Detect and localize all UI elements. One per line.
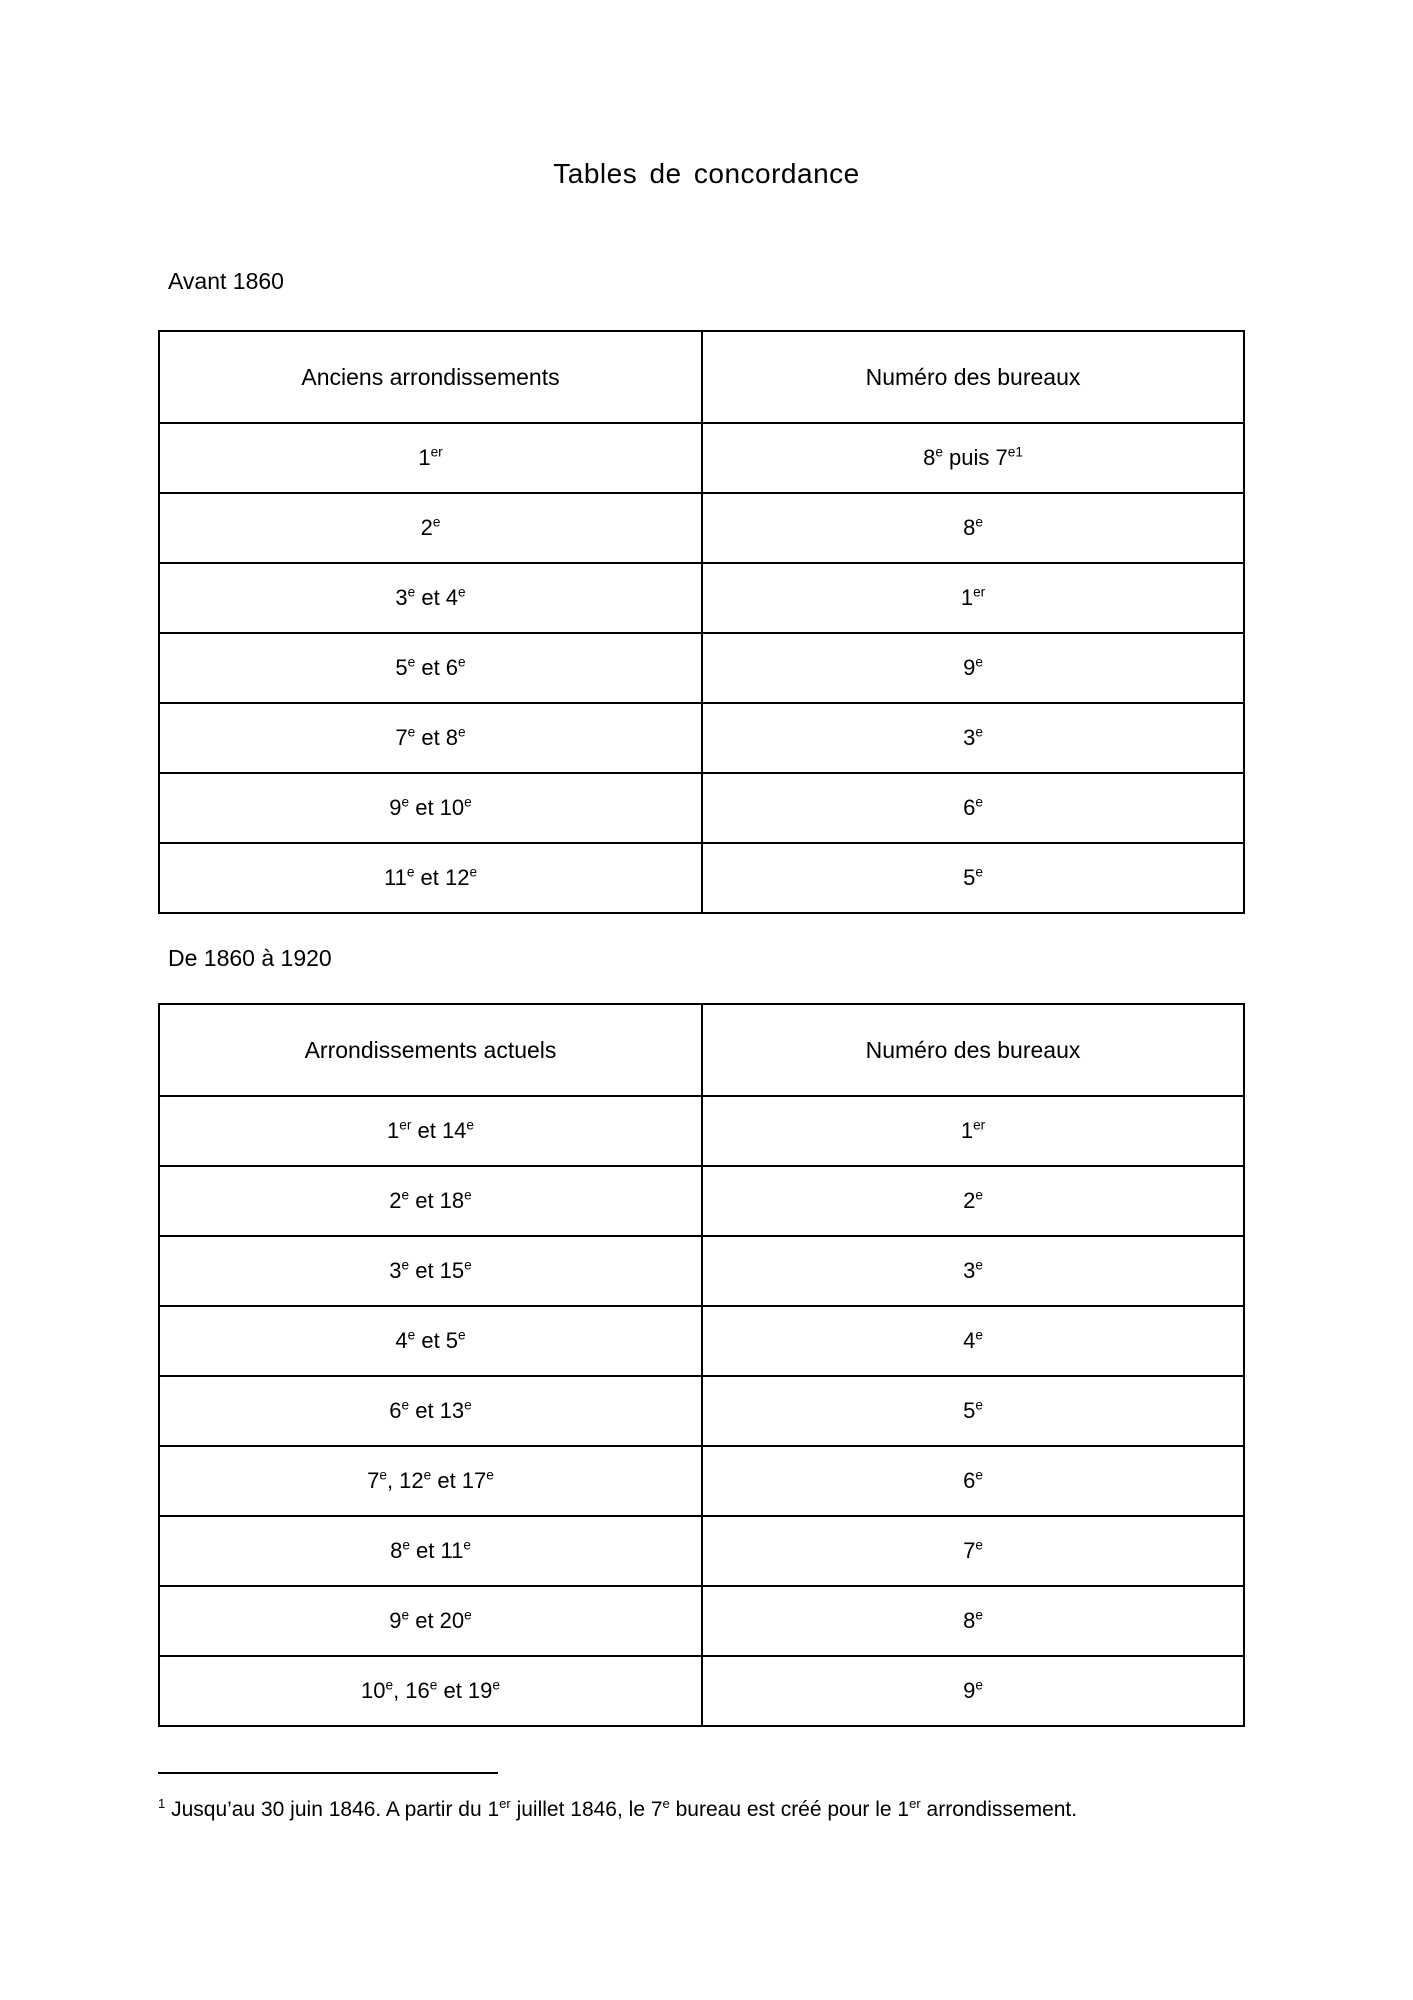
table-row [159, 1376, 1244, 1446]
cell-bureau: 9e [702, 1656, 1244, 1726]
table-avant-1860 [158, 330, 1245, 914]
table-row [159, 1446, 1244, 1516]
table-row [159, 773, 1244, 843]
column-header-anciens-arrondissements: Anciens arrondissements [159, 331, 702, 423]
cell-bureau: 1er [702, 563, 1244, 633]
footnote-text: Jusqu’au 30 juin 1846. A partir du 1er juillet 1846, le 7e bureau est créé pour le 1er arrondissement. [171, 1796, 1078, 1821]
cell-bureau: 5e [702, 1376, 1244, 1446]
footnote-marker: 1 [158, 1796, 166, 1811]
cell-arrondissements: 7e, 12e et 17e [159, 1446, 702, 1516]
cell-bureau: 2e [702, 1166, 1244, 1236]
cell-arrondissements: 9e et 20e [159, 1586, 702, 1656]
table-header-row [159, 1004, 1244, 1096]
cell-bureau: 3e [702, 1236, 1244, 1306]
table-row [159, 1096, 1244, 1166]
cell-bureau: 8e puis $7^{e1}$ [702, 423, 1244, 493]
table-row [159, 633, 1244, 703]
table-body [159, 1096, 1244, 1726]
cell-arrondissements: 7e et 8e [159, 703, 702, 773]
column-header-numero-bureaux: Numéro des bureaux [702, 1004, 1244, 1096]
cell-arrondissements: 6e et 13e [159, 1376, 702, 1446]
cell-bureau: 8e [702, 493, 1244, 563]
table-row [159, 1236, 1244, 1306]
table-1860-1920 [158, 1003, 1245, 1727]
table-body [159, 423, 1244, 913]
page-title: Tables de concordance [553, 158, 860, 189]
cell-bureau: 3e [702, 703, 1244, 773]
cell-arrondissements: 9e et 10e [159, 773, 702, 843]
cell-arrondissements: 10e, 16e et 19e [159, 1656, 702, 1726]
footnote-separator [158, 1772, 498, 1774]
cell-bureau: 7e [702, 1516, 1244, 1586]
section-label-1860-1920: De 1860 à 1920 [168, 945, 332, 971]
cell-arrondissements: 3e et 4e [159, 563, 702, 633]
table-row [159, 703, 1244, 773]
table-row [159, 1656, 1244, 1726]
cell-bureau: 8e [702, 1586, 1244, 1656]
table-header-row [159, 331, 1244, 423]
column-header-numero-bureaux: Numéro des bureaux [702, 331, 1244, 423]
cell-arrondissements: 4e et 5e [159, 1306, 702, 1376]
column-header-arrondissements-actuels: Arrondissements actuels [159, 1004, 702, 1096]
cell-arrondissements: 5e et 6e [159, 633, 702, 703]
cell-bureau: 6e [702, 1446, 1244, 1516]
cell-bureau: 9e [702, 633, 1244, 703]
cell-arrondissements: 8e et 11e [159, 1516, 702, 1586]
table-row [159, 1516, 1244, 1586]
cell-bureau: 4e [702, 1306, 1244, 1376]
cell-arrondissements: 1er et 14e [159, 1096, 702, 1166]
cell-bureau: 1er [702, 1096, 1244, 1166]
cell-bureau: 5e [702, 843, 1244, 913]
table-row [159, 423, 1244, 493]
cell-arrondissements: 2e [159, 493, 702, 563]
table-row [159, 493, 1244, 563]
table-row [159, 1166, 1244, 1236]
cell-arrondissements: 2e et 18e [159, 1166, 702, 1236]
section-label-avant-1860: Avant 1860 [168, 268, 284, 294]
footnote [158, 1795, 1278, 1824]
cell-arrondissements: 1er [159, 423, 702, 493]
table-row [159, 1586, 1244, 1656]
cell-arrondissements: 3e et 15e [159, 1236, 702, 1306]
cell-bureau: 6e [702, 773, 1244, 843]
cell-arrondissements: 11e et 12e [159, 843, 702, 913]
table-row [159, 1306, 1244, 1376]
table-row [159, 843, 1244, 913]
table-row [159, 563, 1244, 633]
